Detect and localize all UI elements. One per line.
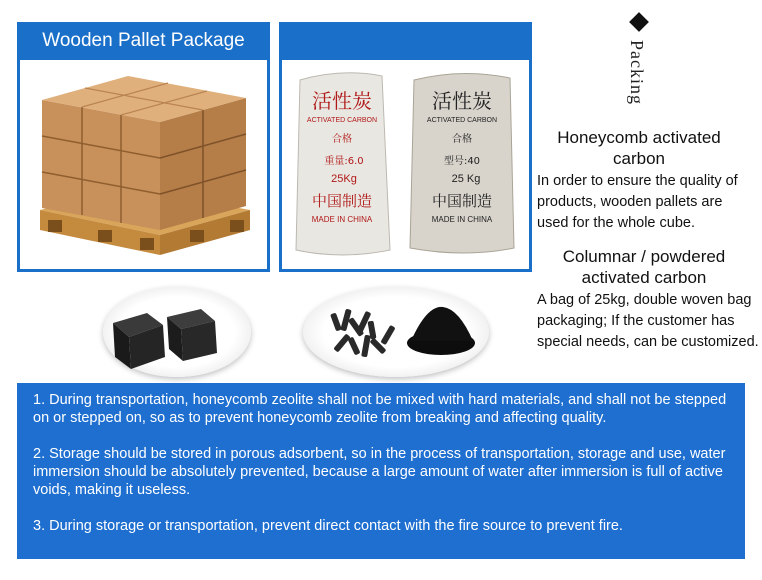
bag2-weight: 型号:40 <box>443 156 481 167</box>
bag2-made-en: MADE IN CHINA <box>431 215 493 224</box>
honeycomb-blocks-image <box>103 287 251 377</box>
note-3: 3. During storage or transportation, prevent direct contact with the fire source to prevent fire. <box>33 518 623 534</box>
honeycomb-heading: Honeycomb activated carbon <box>557 128 721 168</box>
pallet-card-title: Wooden Pallet Package <box>42 30 245 51</box>
columnar-powder-oval <box>303 287 489 377</box>
columnar-powder-image <box>303 287 489 377</box>
bag1-title: 活性炭 <box>312 89 372 113</box>
bag2-title: 活性炭 <box>432 89 492 113</box>
bag1-subtitle: ACTIVATED CARBON <box>306 117 378 124</box>
bag1-stamp: 合格 <box>332 134 352 145</box>
pallet-image-area <box>20 60 267 269</box>
bags-image <box>282 60 529 269</box>
bag2-stamp: 合格 <box>452 134 472 145</box>
diamond-bullet-icon <box>629 12 649 32</box>
bag1-weight: 重量:6.0 <box>324 156 364 167</box>
notes-box <box>17 383 745 559</box>
bag2-subtitle: ACTIVATED CARBON <box>426 117 498 124</box>
bag1-kg: 25Kg <box>331 173 357 185</box>
bag1-made-en: MADE IN CHINA <box>311 215 373 224</box>
honeycomb-oval <box>103 287 251 377</box>
packing-label: Packing <box>627 40 647 105</box>
pallet-card <box>17 22 270 272</box>
columnar-heading: Columnar / powdered activated carbon <box>562 247 726 287</box>
bags-image-area <box>282 60 529 269</box>
pallet-boxes-image <box>20 60 267 269</box>
note-2: 2. Storage should be stored in porous adsorbent, so in the process of transportation, storage and use, water immersion should be absolutely prevented, because a large amount of water after immersion is full of active voids, making it useless. <box>33 446 726 498</box>
bag2-made: 中国制造 <box>431 192 493 210</box>
bags-card <box>279 22 532 272</box>
honeycomb-text: In order to ensure the quality of products, wooden pallets are used for the whole cube. <box>537 173 738 231</box>
bag1-made: 中国制造 <box>311 192 373 210</box>
columnar-text: A bag of 25kg, double woven bag packaging; If the customer has special needs, can be customized. <box>537 292 759 350</box>
note-1: 1. During transportation, honeycomb zeolite shall not be mixed with hard materials, and shall not be stepped on or stepped on, so as to prevent honeycomb zeolite from breaking and affecting quality. <box>33 392 727 426</box>
bag2-kg: 25 Kg <box>451 173 481 185</box>
